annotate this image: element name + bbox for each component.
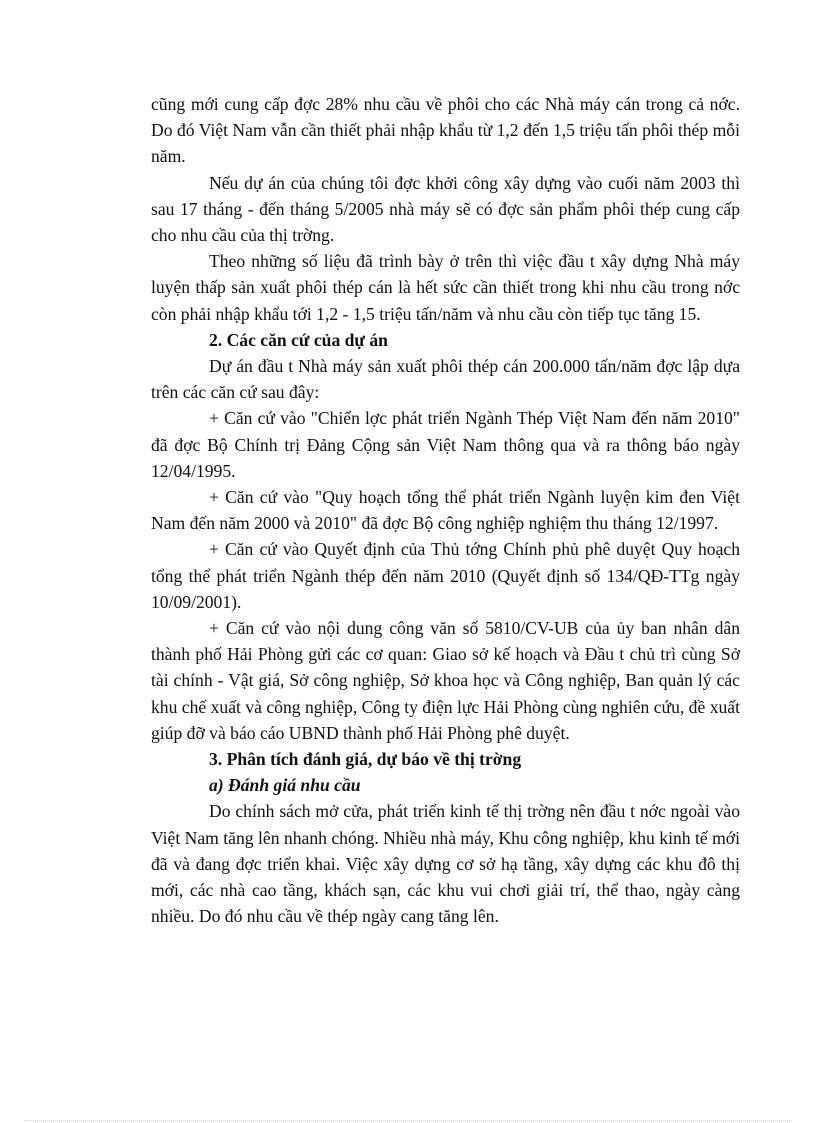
paragraph-investment-necessity: Theo những số liệu đã trình bày ở trên thì việc đầu t xây dựng Nhà máy luyện thấp sản xuất phôi thép cán là hết sức cần thiết trong khi nhu cầu trong nớc còn phải nhập khẩu tới 1,2 - 1,5 triệu tấn/năm và nhu cầu còn tiếp tục tăng 15. <box>151 251 740 324</box>
paragraph-project-timeline: Nếu dự án của chúng tôi đợc khởi công xây dựng vào cuối năm 2003 thì sau 17 tháng - đến tháng 5/2005 nhà máy sẽ có đợc sản phẩm phôi thép cung cấp cho nhu cầu của thị trờng. <box>151 172 740 246</box>
paragraph-basis-strategy: + Căn cứ vào "Chiến lợc phát triển Ngành Thép Việt Nam đến năm 2010" đã đợc Bộ Chính trị Đảng Cộng sản Việt Nam thông qua và ra thông báo ngày 12/04/1995. <box>151 408 740 481</box>
page-bottom-divider <box>24 1120 792 1121</box>
paragraph-basis-city-dispatch: + Căn cứ vào nội dung công văn số 5810/CV-UB của ủy ban nhân dân thành phố Hải Phòng gửi các cơ quan: Giao sở kế hoạch và Đầu t chủ trì cùng Sở tài chính - Vật giá, Sở công nghiệp, Sở khoa học và Công nghiệp, Ban quản lý các khu chế xuất và công nghiệp, Công ty điện lực Hải Phòng cùng nghiên cứu, đề xuất giúp đỡ và báo cáo UBND thành phố Hải Phòng phê duyệt. <box>151 618 740 743</box>
paragraph-demand-assessment: Do chính sách mở cửa, phát triển kinh tế thị trờng nên đầu t nớc ngoài vào Việt Nam tăng lên nhanh chóng. Nhiều nhà máy, Khu công nghiệp, khu kinh tế mới đã và đang đợc triển khai. Việc xây dựng cơ sở hạ tầng, xây dựng các khu đô thị mới, các nhà cao tầng, khách sạn, các khu vui chơi giải trí, thể thao, ngày càng nhiều. Do đó nhu cầu về thép ngày cang tăng lên. <box>151 801 740 927</box>
document-body <box>151 91 740 930</box>
paragraph-basis-master-plan: + Căn cứ vào "Quy hoạch tổng thể phát triển Ngành luyện kim đen Việt Nam đến năm 2000 và 2010" đã đợc Bộ công nghiệp nghiệm thu tháng 12/1997. <box>151 487 740 534</box>
section-heading-project-basis: 2. Các căn cứ của dự án <box>209 329 388 350</box>
section-heading-market-analysis: 3. Phân tích đánh giá, dự báo về thị trờng <box>209 749 522 770</box>
paragraph-basis-prime-minister-decision: + Căn cứ vào Quyết định của Thủ tớng Chính phủ phê duyệt Quy hoạch tổng thể phát triển Ngành thép đến năm 2010 (Quyết định số 134/QĐ-TTg ngày 10/09/2001). <box>151 539 740 612</box>
paragraph-steel-billet-supply: cũng mới cung cấp đợc 28% nhu cầu về phôi cho các Nhà máy cán trong cả nớc. Do đó Việt Nam vẫn cần thiết phải nhập khẩu từ 1,2 đến 1,5 triệu tấn phôi thép mỗi năm. <box>151 94 740 167</box>
paragraph-basis-intro: Dự án đầu t Nhà máy sản xuất phôi thép cán 200.000 tấn/năm đợc lập dựa trên các căn cứ sau đây: <box>151 356 740 403</box>
subsection-heading-demand-assessment: a) Đánh giá nhu cầu <box>209 775 361 796</box>
